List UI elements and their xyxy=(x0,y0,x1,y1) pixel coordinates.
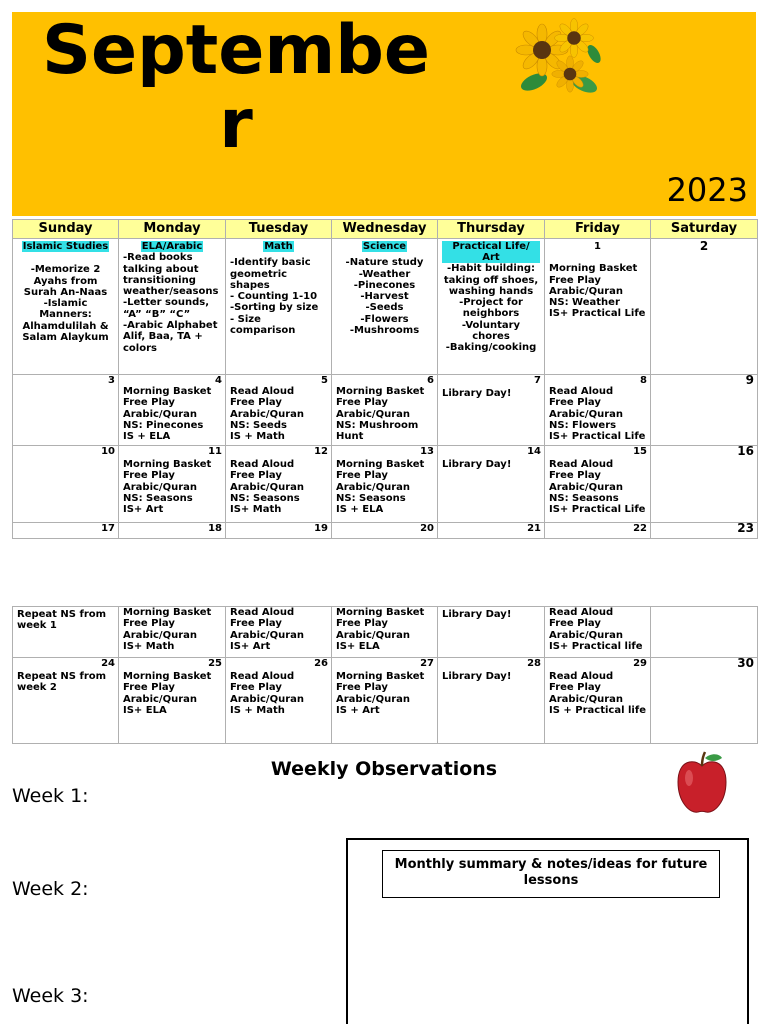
day-number: 24 xyxy=(101,658,115,669)
calendar-cell xyxy=(438,658,545,744)
calendar-cell xyxy=(13,658,119,744)
calendar-cell xyxy=(438,446,545,523)
day-number: 15 xyxy=(633,446,647,457)
calendar-table-continued xyxy=(12,606,758,744)
cell-text: Morning Basket Free Play Arabic/Quran IS+ Math xyxy=(123,607,212,652)
cell-text: Library Day! xyxy=(442,459,512,470)
calendar-cell xyxy=(545,446,651,523)
calendar-cell xyxy=(332,658,438,744)
day-number: 8 xyxy=(640,375,647,386)
cell-text: Morning Basket Free Play Arabic/Quran NS: Seasons IS+ Art xyxy=(123,459,212,516)
calendar-row-week5 xyxy=(13,658,758,744)
cell-text: Morning Basket Free Play Arabic/Quran IS+ ELA xyxy=(123,671,212,716)
day-number: 23 xyxy=(737,522,754,535)
day-number: 11 xyxy=(208,446,222,457)
day-number: 25 xyxy=(208,658,222,669)
weekday-thursday: Thursday xyxy=(438,220,545,239)
calendar-cell xyxy=(119,375,226,446)
calendar-cell xyxy=(545,239,651,375)
sunflower-illustration xyxy=(514,14,604,100)
calendar-cell xyxy=(332,607,438,658)
week3-label: Week 3: xyxy=(12,985,89,1007)
cell-text: Repeat NS from week 1 xyxy=(17,609,107,632)
topic-label-science: Science xyxy=(362,241,407,252)
calendar-cell xyxy=(438,523,545,539)
day-number: 7 xyxy=(534,375,541,386)
topic-label-math: Math xyxy=(264,241,293,252)
calendar-cell xyxy=(226,375,332,446)
day-number: 16 xyxy=(737,445,754,458)
calendar-cell xyxy=(13,375,119,446)
topic-label-ela-arabic: ELA/Arabic xyxy=(141,241,203,252)
calendar-cell xyxy=(119,658,226,744)
calendar-cell xyxy=(438,375,545,446)
day-number: 4 xyxy=(215,375,222,386)
weekly-observations-title: Weekly Observations xyxy=(270,758,498,780)
day-number: 9 xyxy=(745,374,754,387)
red-apple-illustration xyxy=(672,750,732,816)
cell-text: -Identify basic geometric shapes - Counting 1-10 -Sorting by size - Size comparison xyxy=(230,257,319,337)
calendar-table xyxy=(12,219,758,539)
cell-text: Read Aloud Free Play Arabic/Quran NS: Flowers IS+ Practical Life xyxy=(549,386,646,443)
cell-text: Read Aloud Free Play Arabic/Quran NS: Seeds IS + Math xyxy=(230,386,305,443)
cell-text: Repeat NS from week 2 xyxy=(17,671,107,694)
weekday-tuesday: Tuesday xyxy=(226,220,332,239)
weekday-friday: Friday xyxy=(545,220,651,239)
calendar-cell xyxy=(438,607,545,658)
calendar-cell xyxy=(13,523,119,539)
cell-text: Library Day! xyxy=(442,671,512,682)
month-header xyxy=(12,12,756,216)
calendar-cell xyxy=(545,658,651,744)
day-number: 10 xyxy=(101,446,115,457)
day-number: 20 xyxy=(420,523,434,534)
cell-text: Library Day! xyxy=(442,388,512,399)
weekday-wednesday: Wednesday xyxy=(332,220,438,239)
day-number: 18 xyxy=(208,523,222,534)
day-number: 5 xyxy=(321,375,328,386)
day-number: 28 xyxy=(527,658,541,669)
calendar-cell xyxy=(545,375,651,446)
year-label: 2023 xyxy=(666,171,748,209)
calendar-cell xyxy=(119,607,226,658)
cell-text: -Read books talking about transitioning weather/seasons -Letter sounds, “A” “B” “C” -Arabic Alphabet Alif, Baa, TA + colors xyxy=(123,252,219,354)
day-number: 1 xyxy=(594,241,601,252)
cell-text: Morning Basket Free Play Arabic/Quran NS: Seasons IS + ELA xyxy=(336,459,425,516)
cell-text: Morning Basket Free Play Arabic/Quran IS+ ELA xyxy=(336,607,425,652)
cell-text: Read Aloud Free Play Arabic/Quran IS + Math xyxy=(230,671,305,716)
calendar-row-week4-top xyxy=(13,523,758,539)
calendar-cell xyxy=(13,607,119,658)
week2-label: Week 2: xyxy=(12,878,89,900)
day-number: 12 xyxy=(314,446,328,457)
cell-text: Morning Basket Free Play Arabic/Quran NS: Mushroom Hunt xyxy=(336,386,425,443)
calendar-cell xyxy=(332,375,438,446)
weekday-saturday: Saturday xyxy=(651,220,758,239)
calendar-cell xyxy=(332,446,438,523)
cell-text: Read Aloud Free Play Arabic/Quran IS+ Art xyxy=(230,607,305,652)
calendar-cell xyxy=(651,375,758,446)
weekday-monday: Monday xyxy=(119,220,226,239)
calendar-cell xyxy=(651,658,758,744)
cell-text: -Nature study -Weather -Pinecones -Harvest -Seeds -Flowers -Mushrooms xyxy=(345,257,424,337)
calendar-cell xyxy=(226,239,332,375)
day-number: 3 xyxy=(108,375,115,386)
cell-text: Library Day! xyxy=(442,609,512,620)
topic-label-practical-life-art: Practical Life/ Art xyxy=(442,241,540,263)
day-number: 30 xyxy=(737,657,754,670)
day-number: 26 xyxy=(314,658,328,669)
cell-text: Read Aloud Free Play Arabic/Quran NS: Seasons IS+ Practical Life xyxy=(549,459,646,516)
calendar-cell xyxy=(545,523,651,539)
cell-text: Morning Basket Free Play Arabic/Quran IS + Art xyxy=(336,671,425,716)
calendar-cell xyxy=(651,446,758,523)
monthly-summary-box[interactable] xyxy=(346,838,749,1024)
day-number: 19 xyxy=(314,523,328,534)
monthly-summary-heading: Monthly summary & notes/ideas for future lessons xyxy=(382,850,720,898)
calendar-cell xyxy=(119,239,226,375)
day-number: 17 xyxy=(101,523,115,534)
day-number: 29 xyxy=(633,658,647,669)
calendar-cell xyxy=(332,523,438,539)
calendar-row-week2 xyxy=(13,375,758,446)
day-number: 13 xyxy=(420,446,434,457)
calendar-cell xyxy=(226,523,332,539)
calendar-cell xyxy=(651,523,758,539)
topic-label-islamic-studies: Islamic Studies xyxy=(22,241,109,252)
calendar-cell xyxy=(119,523,226,539)
weekday-header-row xyxy=(13,220,758,239)
calendar-cell xyxy=(651,607,758,658)
month-title: September xyxy=(41,11,431,164)
weekday-sunday: Sunday xyxy=(13,220,119,239)
calendar-cell xyxy=(332,239,438,375)
cell-text: Read Aloud Free Play Arabic/Quran NS: Seasons IS+ Math xyxy=(230,459,305,516)
week1-label: Week 1: xyxy=(12,785,89,807)
day-number: 22 xyxy=(633,523,647,534)
calendar-cell xyxy=(119,446,226,523)
day-number: 14 xyxy=(527,446,541,457)
calendar-cell xyxy=(13,239,119,375)
cell-text: -Habit building: taking off shoes, washing hands -Project for neighbors -Voluntary chores -Baking/cooking xyxy=(443,263,539,354)
day-number: 6 xyxy=(427,375,434,386)
calendar-cell xyxy=(226,446,332,523)
day-number: 27 xyxy=(420,658,434,669)
calendar-row-week1 xyxy=(13,239,758,375)
calendar-row-week3 xyxy=(13,446,758,523)
day-number: 2 xyxy=(699,239,709,253)
calendar-cell xyxy=(438,239,545,375)
day-number: 21 xyxy=(527,523,541,534)
calendar-cell xyxy=(226,607,332,658)
cell-text: Read Aloud Free Play Arabic/Quran IS+ Practical life xyxy=(549,607,643,652)
calendar-cell xyxy=(226,658,332,744)
calendar-cell xyxy=(13,446,119,523)
cell-text: Morning Basket Free Play Arabic/Quran NS: Weather IS+ Practical Life xyxy=(549,263,646,320)
cell-text: -Memorize 2 Ayahs from Surah An-Naas -Islamic Manners: Alhamdulilah & Salam Alaykum xyxy=(22,264,109,344)
calendar-cell xyxy=(545,607,651,658)
cell-text: Read Aloud Free Play Arabic/Quran IS + Practical life xyxy=(549,671,646,716)
calendar-row-week4-bottom xyxy=(13,607,758,658)
calendar-cell xyxy=(651,239,758,375)
cell-text: Morning Basket Free Play Arabic/Quran NS: Pinecones IS + ELA xyxy=(123,386,212,443)
